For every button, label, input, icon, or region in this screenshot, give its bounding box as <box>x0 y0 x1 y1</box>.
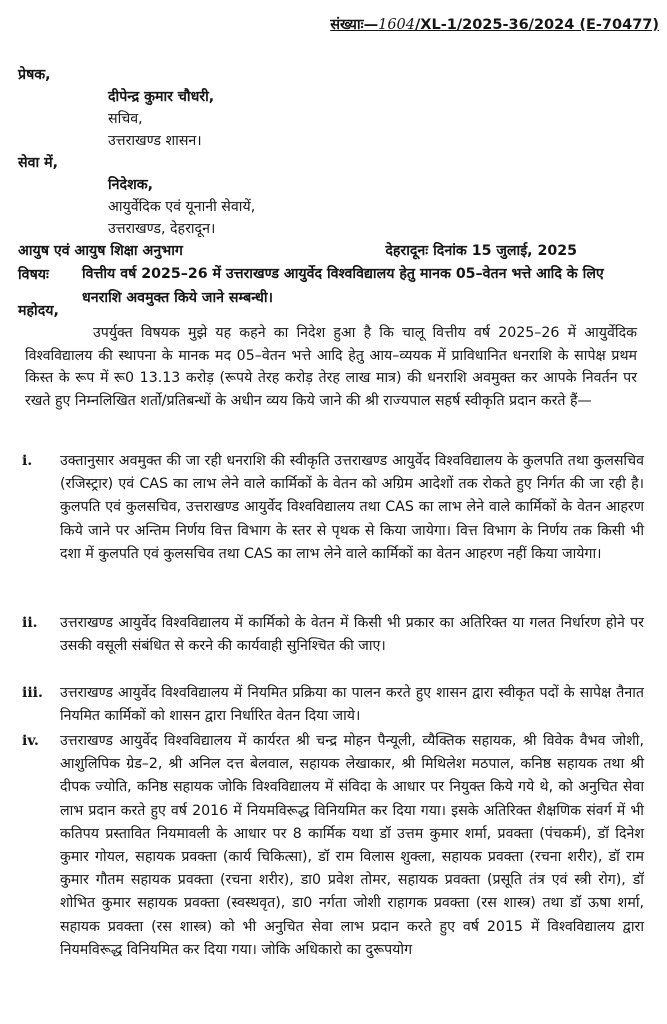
condition-text: उत्तराखण्ड आयुर्वेद विश्वविद्यालय में नियमित प्रक्रिया का पालन करते हुए शासन द्वारा स्वीकृत पदों के सापेक्ष तैनात नियमित कार्मिकों को शासन द्वारा निर्धारित वेतन दिया जाये। <box>60 685 644 725</box>
subject-label: विषयः <box>18 267 49 283</box>
ref-rest: /XL-1/2025-36/2024 (E-70477) <box>415 17 659 33</box>
condition-text: उत्तराखण्ड आयुर्वेद विश्वविद्यालय में कार्यरत श्री चन्द्र मोहन पैन्यूली, व्यैक्तिक सहायक, श्री विवेक वैभव जोशी, आशुलिपिक ग्रेड–2, श्री अनिल दत्त बेलवाल, सहायक लेखाकार, श्री मिथिलेश मठपाल, कनिष्ठ सहायक तथा श्री दीपक ज्योति, कनिष्ठ सहायक जोकि विश्वविद्यालय में संविदा के आधार पर नियुक्त किये गये थे, को अनुचित सेवा लाभ प्रदान करते हुए वर्ष 2016 में नियमविरूद्ध विनियमित कर दिया गया। इसके अतिरिक्त शैक्षणिक संवर्ग में भी कतिपय प्रस्तावित नियमावली के आधार पर 8 कार्मिक यथा डॉ उत्तम कुमार शर्मा, प्रवक्ता (पंचकर्म), डॉ दिनेश कुमार गोयल, सहायक प्रवक्ता (कार्य चिकित्सा), डॉ राम विलास शुक्ला, सहायक प्रवक्ता (रचना शरीर), डॉ राम कुमार गौतम सहायक प्रवक्ता (रचना शरीर), डा0 प्रवेश तोमर, सहायक प्रवक्ता (प्रसूति तंत्र एवं स्त्री रोग), डॉ शोभित कुमार सहायक प्रवक्ता (स्वस्थवृत), डा0 नर्गता जोशी राहागक प्रवक्ता (रस शास्त्र) तथा डॉ ऊषा शर्मा, सहायक प्रवक्ता (रस शास्त्र) को भी अनुचित सेवा लाभ प्रदान करते हुए वर्ष 2015 में विश्वविद्यालय द्वारा नियमविरूद्ध विनियमित कर दिया गया। जोकि अधिकारो का दुरूपयोग <box>60 733 644 958</box>
salutation: महोदय, <box>18 303 59 319</box>
recipient-label: सेवा में, <box>18 155 58 171</box>
sender-label: प्रेषक, <box>18 67 51 83</box>
sender-designation: सचिव, <box>108 111 143 127</box>
ref-handwritten-number: 1604 <box>378 17 415 33</box>
reference-number <box>330 14 659 36</box>
condition-text: उत्तराखण्ड आयुर्वेद विश्वविद्यालय में कार्मिको के वेतन में किसी भी प्रकार का अतिरिक्त या गलत निर्धारण होने पर उसकी वसूली संबंधित से करने की कार्यवाही सुनिश्चित की जाए। <box>60 615 644 655</box>
condition-number: iv. <box>22 733 39 749</box>
sender-name: दीपेन्द्र कुमार चौधरी, <box>108 89 215 105</box>
condition-number: i. <box>22 453 33 469</box>
recipient-department: आयुर्वेदिक एवं यूनानी सेवायें, <box>108 199 256 215</box>
intro-paragraph <box>25 322 637 412</box>
subject-text: वित्तीय वर्ष 2025–26 में उत्तराखण्ड आयुर्वेद विश्वविद्यालय हेतु मानक 05–वेतन भत्ते आदि के लिए धनराशि अवमुक्त किये जाने सम्बन्धी। <box>82 266 604 306</box>
ref-label: संख्याः— <box>330 17 379 33</box>
recipient-place: उत्तराखण्ड, देहरादून। <box>108 221 216 237</box>
condition-number: ii. <box>22 615 38 631</box>
intro-paragraph-text: उपर्युक्त विषयक मुझे यह कहने का निदेश हुआ है कि चालू वित्तीय वर्ष 2025–26 में आयुर्वेदिक विश्वविद्यालय की स्थापना के मानक मद 05–वेतन भत्ते आदि हेतु आय–व्ययक में प्राविधानित धनराशि के सापेक्ष प्रथम किस्त के रूप में रू0 13.13 करोड़ (रूपये तेरह करोड़ तेरह लाख मात्र) की धनराशि अवमुक्त कर आपके निवर्तन पर रखते हुए निम्नलिखित शर्तो/प्रतिबन्धों के अधीन व्यय किये जाने की श्री राज्यपाल सहर्ष स्वीकृति प्रदान करते हैं— <box>25 325 637 409</box>
sender-office: उत्तराखण्ड शासन। <box>108 133 202 149</box>
recipient-designation: निदेशक, <box>108 177 154 193</box>
condition-text: उक्तानुसार अवमुक्त की जा रही धनराशि की स्वीकृति उत्तराखण्ड आयुर्वेद विश्वविद्यालय के कुलपति तथा कुलसचिव (रजिस्ट्रार) एवं CAS का लाभ लेने वाले कार्मिकों के वेतन को अग्रिम आदेशों तक रोकते हुए निर्गत की जा रही है। कुलपति एवं कुलसचिव, उत्तराखण्ड आयुर्वेद विश्वविद्यालय तथा CAS का लाभ लेने वाले कार्मिकों के वेतन आहरण किये जाने पर अन्तिम निर्णय वित्त विभाग के स्तर से पृथक से किया जायेगा। वित्त विभाग के निर्णय तक किसी भी दशा में कुलपति एवं कुलसचिव तथा CAS का लाभ लेने वाले कार्मिकों का वेतन आहरण नहीं किया जायेगा। <box>60 453 644 562</box>
section-name: आयुष एवं आयुष शिक्षा अनुभाग <box>18 243 183 259</box>
condition-number: iii. <box>22 685 43 701</box>
date-line: देहरादूनः दिनांक 15 जुलाई, 2025 <box>385 243 577 259</box>
